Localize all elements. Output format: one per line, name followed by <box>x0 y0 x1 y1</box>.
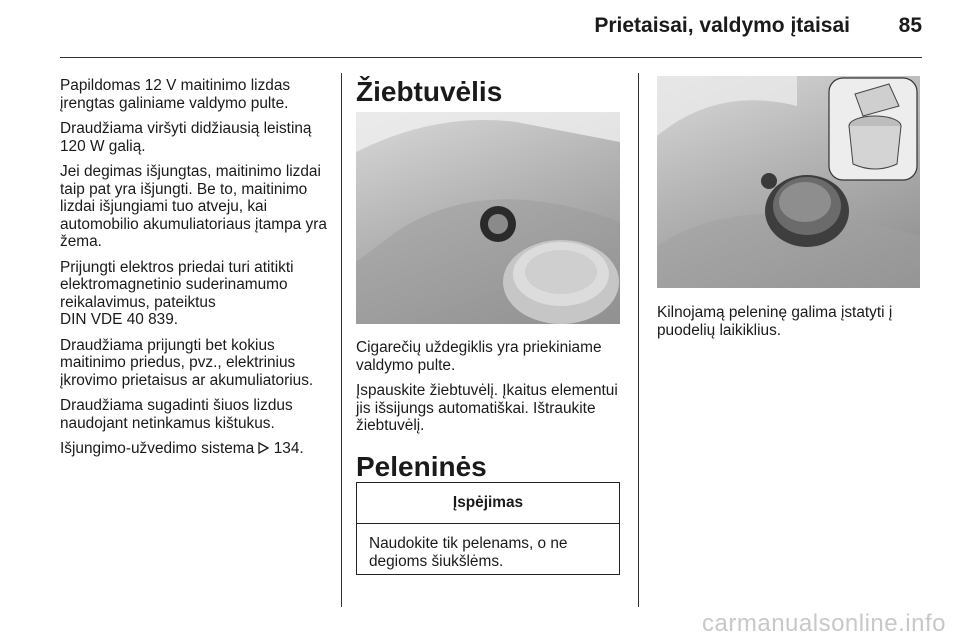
ashtray-photo <box>657 76 920 288</box>
xref-page: 134. <box>273 440 304 457</box>
section-heading: Peleninės <box>356 450 487 482</box>
paragraph: Jei degimas išjungtas, maitinimo lizdai taip pat yra išjungti. Be to, maitinimo lizdai išjungiami tuo atveju, kai automobilio akumuliatoriaus įtampa yra žema. <box>60 163 327 250</box>
warning-text: Naudokite tik pelenams, o ne degioms šiukšlėms. <box>369 535 568 570</box>
column-divider-1 <box>341 73 342 607</box>
lighter-photo <box>356 112 620 324</box>
paragraph: Draudžiama prijungti bet kokius maitinimo priedus, pvz., elektrinius įkrovimo prietaisus ar akumuliatorius. <box>60 336 314 389</box>
paragraph: Draudžiama sugadinti šiuos lizdus naudojant netinkamus kištukus. <box>60 397 293 432</box>
header-divider <box>60 57 922 58</box>
paragraph: Papildomas 12 V maitinimo lizdas įrengtas galiniame valdymo pulte. <box>60 77 291 112</box>
column-3-text <box>657 304 920 347</box>
page-number: 85 <box>898 14 922 37</box>
watermark: carmanualsonline.info <box>702 610 946 637</box>
paragraph: Cigarečių uždegiklis yra priekiniame valdymo pulte. <box>356 339 602 374</box>
page-header-title: Prietaisai, valdymo įtaisai <box>594 14 850 37</box>
paragraph: Draudžiama viršyti didžiausią leistiną 120 W galią. <box>60 120 312 155</box>
warning-title: Įspėjimas <box>357 483 619 524</box>
column-2 <box>356 76 624 108</box>
warning-box <box>356 482 620 575</box>
column-1 <box>60 77 328 466</box>
column-2-text <box>356 339 624 483</box>
arrow-icon <box>258 442 269 454</box>
image-caption: Kilnojamą peleninę galima įstatyti į puodelių laikiklius. <box>657 304 893 339</box>
cross-reference[interactable] <box>60 440 328 458</box>
paragraph: Prijungti elektros priedai turi atitikti elektromagnetinio suderinamumo reikalavimus, pateiktus <box>60 258 294 311</box>
paragraph: DIN VDE 40 839. <box>60 311 179 328</box>
paragraph: Įspauskite žiebtuvėlį. Įkaitus elementui jis išsijungs automatiškai. Ištraukite žiebtuvėlį. <box>356 382 618 434</box>
xref-text: Išjungimo-užvedimo sistema <box>60 440 255 457</box>
column-divider-2 <box>638 73 639 607</box>
section-heading: Žiebtuvėlis <box>356 76 503 107</box>
